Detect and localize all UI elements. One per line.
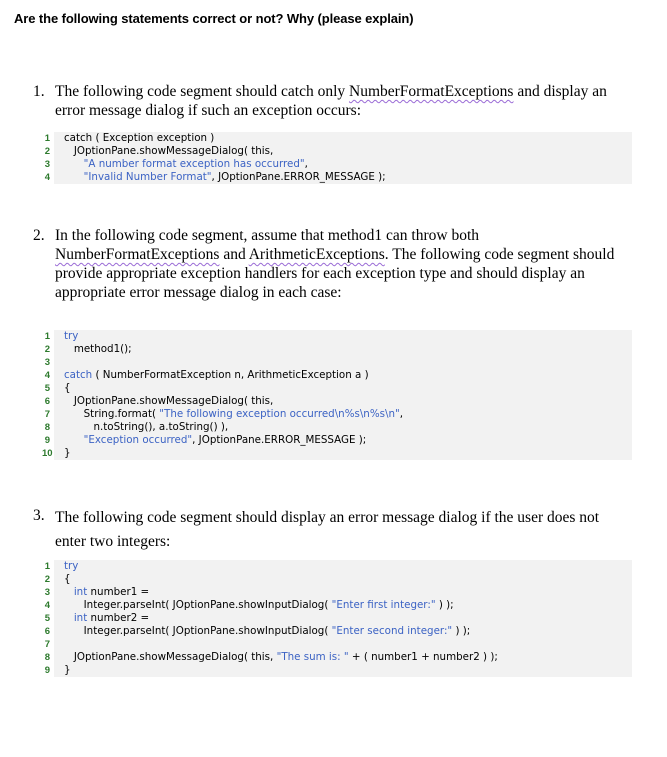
code-text: ) ); [452,625,471,637]
spellcheck-word: NumberFormatExceptions [55,246,220,263]
code-string: "Enter second integer:" [331,625,453,637]
code-text: Integer.parseInt( JOptionPane.showInputDialog( [64,599,332,611]
code-line [44,421,632,434]
code-line [44,158,632,171]
line-number: 1 [44,133,50,144]
question-text: In the following code segment, assume that method1 can throw both NumberFormatExceptions and ArithmeticExceptions. The following code segment should provide appropriate exception handlers for each exception type and should display an appropriate error message dialog in each case: [55,227,615,301]
question-1 [33,82,633,120]
code-block-3 [44,560,632,677]
code-text: , JOptionPane.ERROR_MESSAGE ); [211,171,386,183]
question-number: 3. [33,507,45,524]
question-number: 2. [33,227,45,244]
code-keyword: try [64,560,79,572]
code-line [44,651,632,664]
code-line [44,369,632,382]
code-line [44,395,632,408]
line-number: 1 [44,561,50,572]
line-number: 7 [44,409,50,420]
code-text: Integer.parseInt( JOptionPane.showInputDialog( [64,625,332,637]
code-line [44,573,632,586]
code-string: "Invalid Number Format" [64,171,212,183]
code-keyword: int [64,586,88,598]
question-3 [33,506,633,554]
code-line [44,330,632,343]
code-text: n.toString(), a.toString() ), [64,421,229,433]
code-line [44,434,632,447]
code-line [44,664,632,677]
code-line [44,638,632,651]
code-line [44,382,632,395]
line-number: 6 [44,626,50,637]
code-text: ) ); [435,599,454,611]
code-string: "The following exception occurred\n%s\n%s\n" [159,408,400,420]
code-text: ( NumberFormatException n, ArithmeticException a ) [92,369,369,381]
code-block-2 [42,330,632,460]
code-string: "Enter first integer:" [331,599,436,611]
code-keyword: int [64,612,88,624]
code-line [44,560,632,573]
line-number: 4 [44,370,50,381]
page-heading: Are the following statements correct or not? Why (please explain) [14,11,414,26]
line-number: 8 [44,422,50,433]
code-keyword: catch [64,369,93,381]
line-number: 2 [44,146,50,157]
line-number: 4 [44,172,50,183]
code-line [44,599,632,612]
code-text: number1 = [87,586,150,598]
spellcheck-word: ArithmeticExceptions [248,246,385,263]
code-line [42,447,632,460]
code-text: , [304,158,308,170]
line-number: 10 [42,448,53,459]
code-text: } [64,447,71,459]
line-number: 4 [44,600,50,611]
code-text: , [399,408,403,420]
question-number: 1. [33,83,45,100]
line-number: 5 [44,613,50,624]
code-text: number2 = [87,612,150,624]
line-number: 3 [44,587,50,598]
line-number: 9 [44,665,50,676]
question-text: The following code segment should catch only NumberFormatExceptions and display an error message dialog if such an exception occurs: [55,83,607,119]
code-line [44,586,632,599]
code-keyword: try [64,330,79,342]
line-number: 5 [44,383,50,394]
spellcheck-word: NumberFormatExceptions [349,83,514,100]
line-number: 6 [44,396,50,407]
code-line [44,408,632,421]
code-line [44,343,632,356]
code-string: "Exception occurred" [64,434,193,446]
code-line [44,612,632,625]
line-number: 1 [44,331,50,342]
code-line [44,145,632,158]
code-block-1 [44,132,632,184]
code-text: String.format( [64,408,160,420]
code-text: , JOptionPane.ERROR_MESSAGE ); [192,434,367,446]
line-number: 9 [44,435,50,446]
code-text: JOptionPane.showMessageDialog( this, [64,145,274,157]
code-text: method1(); [64,343,132,355]
code-text: + ( number1 + number2 ) ); [348,651,498,663]
question-2 [33,226,633,302]
code-line [44,171,632,184]
code-text: catch ( Exception exception ) [64,132,215,144]
code-string: "The sum is: " [276,651,349,663]
code-text: } [64,664,71,676]
line-number: 3 [44,159,50,170]
line-number: 8 [44,652,50,663]
line-number: 3 [44,357,50,368]
line-number: 2 [44,344,50,355]
code-string: "A number format exception has occurred" [64,158,305,170]
code-text: { [64,382,71,394]
code-line [44,625,632,638]
code-text: JOptionPane.showMessageDialog( this, [64,651,277,663]
code-text: { [64,573,71,585]
code-line [44,356,632,369]
question-text: The following code segment should display an error message dialog if the user does not enter two integers: [55,509,600,550]
code-text: JOptionPane.showMessageDialog( this, [64,395,274,407]
line-number: 7 [44,639,50,650]
line-number: 2 [44,574,50,585]
code-line [44,132,632,145]
